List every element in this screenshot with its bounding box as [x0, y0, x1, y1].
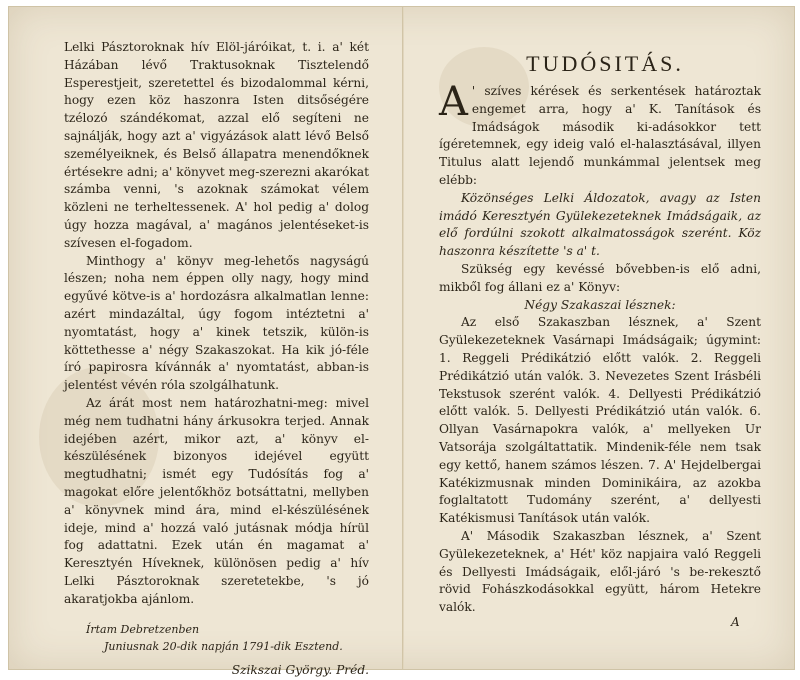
section-2-paragraph: A' Második Szakaszban lésznek, a' Szent Gyülekezeteknek, a' Hét' köz napjaira való Reggeli és Dellyesti Imádságaik, elől-járó 's be-rekesztő rövid Fohászkodásokkal együtt, három Hetekre valók. — [439, 528, 761, 615]
left-paragraph-2: Minthogy a' könyv meg-lehetős nagyságú lészen; noha nem éppen olly nagy, hogy mind egyűvé kötve-is a' hordozásra alkalmatlan lenne: azért mindazáltal, úgy fogom intéztetni a' nyomtatást, hogy a' kinek tetszik, külön-is köttethesse a' négy Szakaszokat. Ha kik jó-féle író papirosra kívánnák a' nyomtatást, abban-is jelentést vévén róla szolgálhatunk. — [64, 253, 369, 393]
page-title: TUDÓSITÁS. — [526, 51, 684, 76]
right-page — [403, 7, 794, 669]
drop-cap: A — [439, 79, 468, 125]
right-page-text — [439, 79, 761, 617]
paragraph-2: Szükség egy kevéssé bővebben-is elő adni, mikből fog állani ez a' Könyv: — [439, 261, 761, 294]
date-line: Juniusnak 20-dik napján 1791-dik Esztend. — [104, 640, 343, 654]
intro-paragraph: ' szíves kérések és serkentések határoztak engemet arra, hogy a' K. Tanítások és Imádságok második ki-adásokkor tett ígéretemnek, egy ideig való el-halasztásával, illyen Titulus alatt lejendő munkámmal jelentsek meg elébb: — [439, 84, 761, 187]
catchword: A — [731, 615, 740, 629]
book-title: Közönséges Lelki Áldozatok, avagy az Isten imádó Keresztyén Gyülekezeteknek Imádságaik, az elő fordúlni szokott alkalmatosságok szerént. Köz haszonra készítette 's a' t. — [439, 190, 761, 259]
sections-heading: Négy Szakaszai lésznek: — [524, 297, 676, 312]
left-page-text — [64, 39, 369, 680]
signature: Szikszai György. Préd. — [231, 663, 369, 678]
left-paragraph-1: Lelki Pásztoroknak hív Elöl-járóikat, t. i. a' két Házában lévő Traktusoknak Tisztelendő Esperestjeit, szeretettel és bizodalommal kérni, hogy ezen köz haszonra Isten ditsőségére tzélozó szándékomat, azzal elő segíteni ne sajnálják, hogy azt a' vigyázások alatt lévő Belső személyeiknek, és Belső állapatra menendőknek értésekre adni; a' könyvet meg-szerezni akarókat számba venni, 's azoknak számokat vélem közleni ne terheltessenek. A' hol pedig a' dolog úgy hozza magával, a' magános jelentéseket-is szívesen el-fogadom. — [64, 40, 369, 250]
document-sheet — [8, 6, 795, 678]
left-paragraph-3: Az árát most nem határozhatni-meg: mivel még nem tudhatni hány árkusokra terjed. Annak idejében azért, mikor azt, a' könyv el-készülésének bizonyos idejével együtt megtudhatni; ismét egy Tudósítás fog a' magokat előre jelentőkhöz botsáttatni, mellyben a' könyvnek mind ára, mind el-készülésének ideje, mind a' hozzá való jutásnak módja hírül fog adattatni. Ezek után én magamat a' Keresztyén Híveknek, különösen pedig a' hív Lelki Pásztoroknak szeretetekbe, 's jó akaratjokba ajánlom. — [64, 395, 369, 606]
written-at: Írtam Debretzenben — [86, 622, 200, 636]
left-page — [9, 7, 402, 678]
section-1-paragraph: Az első Szakaszban lésznek, a' Szent Gyülekezeteknek Vasárnapi Imádságaik; úgymint: 1. Reggeli Prédikátzió előtt valók. 2. Reggeli Prédikátzió után valók. 3. Nevezetes Szent Irásbéli Tekstusok szerént valók. 4. Dellyesti Prédikátzió előtt valók. 5. Dellyesti Prédikátzió után valók. 6. Ollyan Vasárnapokra valók, a' mellyeken Ur Vatsorája szolgáltattatik. Mindenik-féle nem tsak egy kettő, hanem számos lészen. 7. A' Hejdelbergai Katékizmusnak minden Dominikáira, az azokba foglaltatott Tudomány szerént, a' dellyesti Katékismusi Tanítások után valók. — [439, 315, 761, 526]
